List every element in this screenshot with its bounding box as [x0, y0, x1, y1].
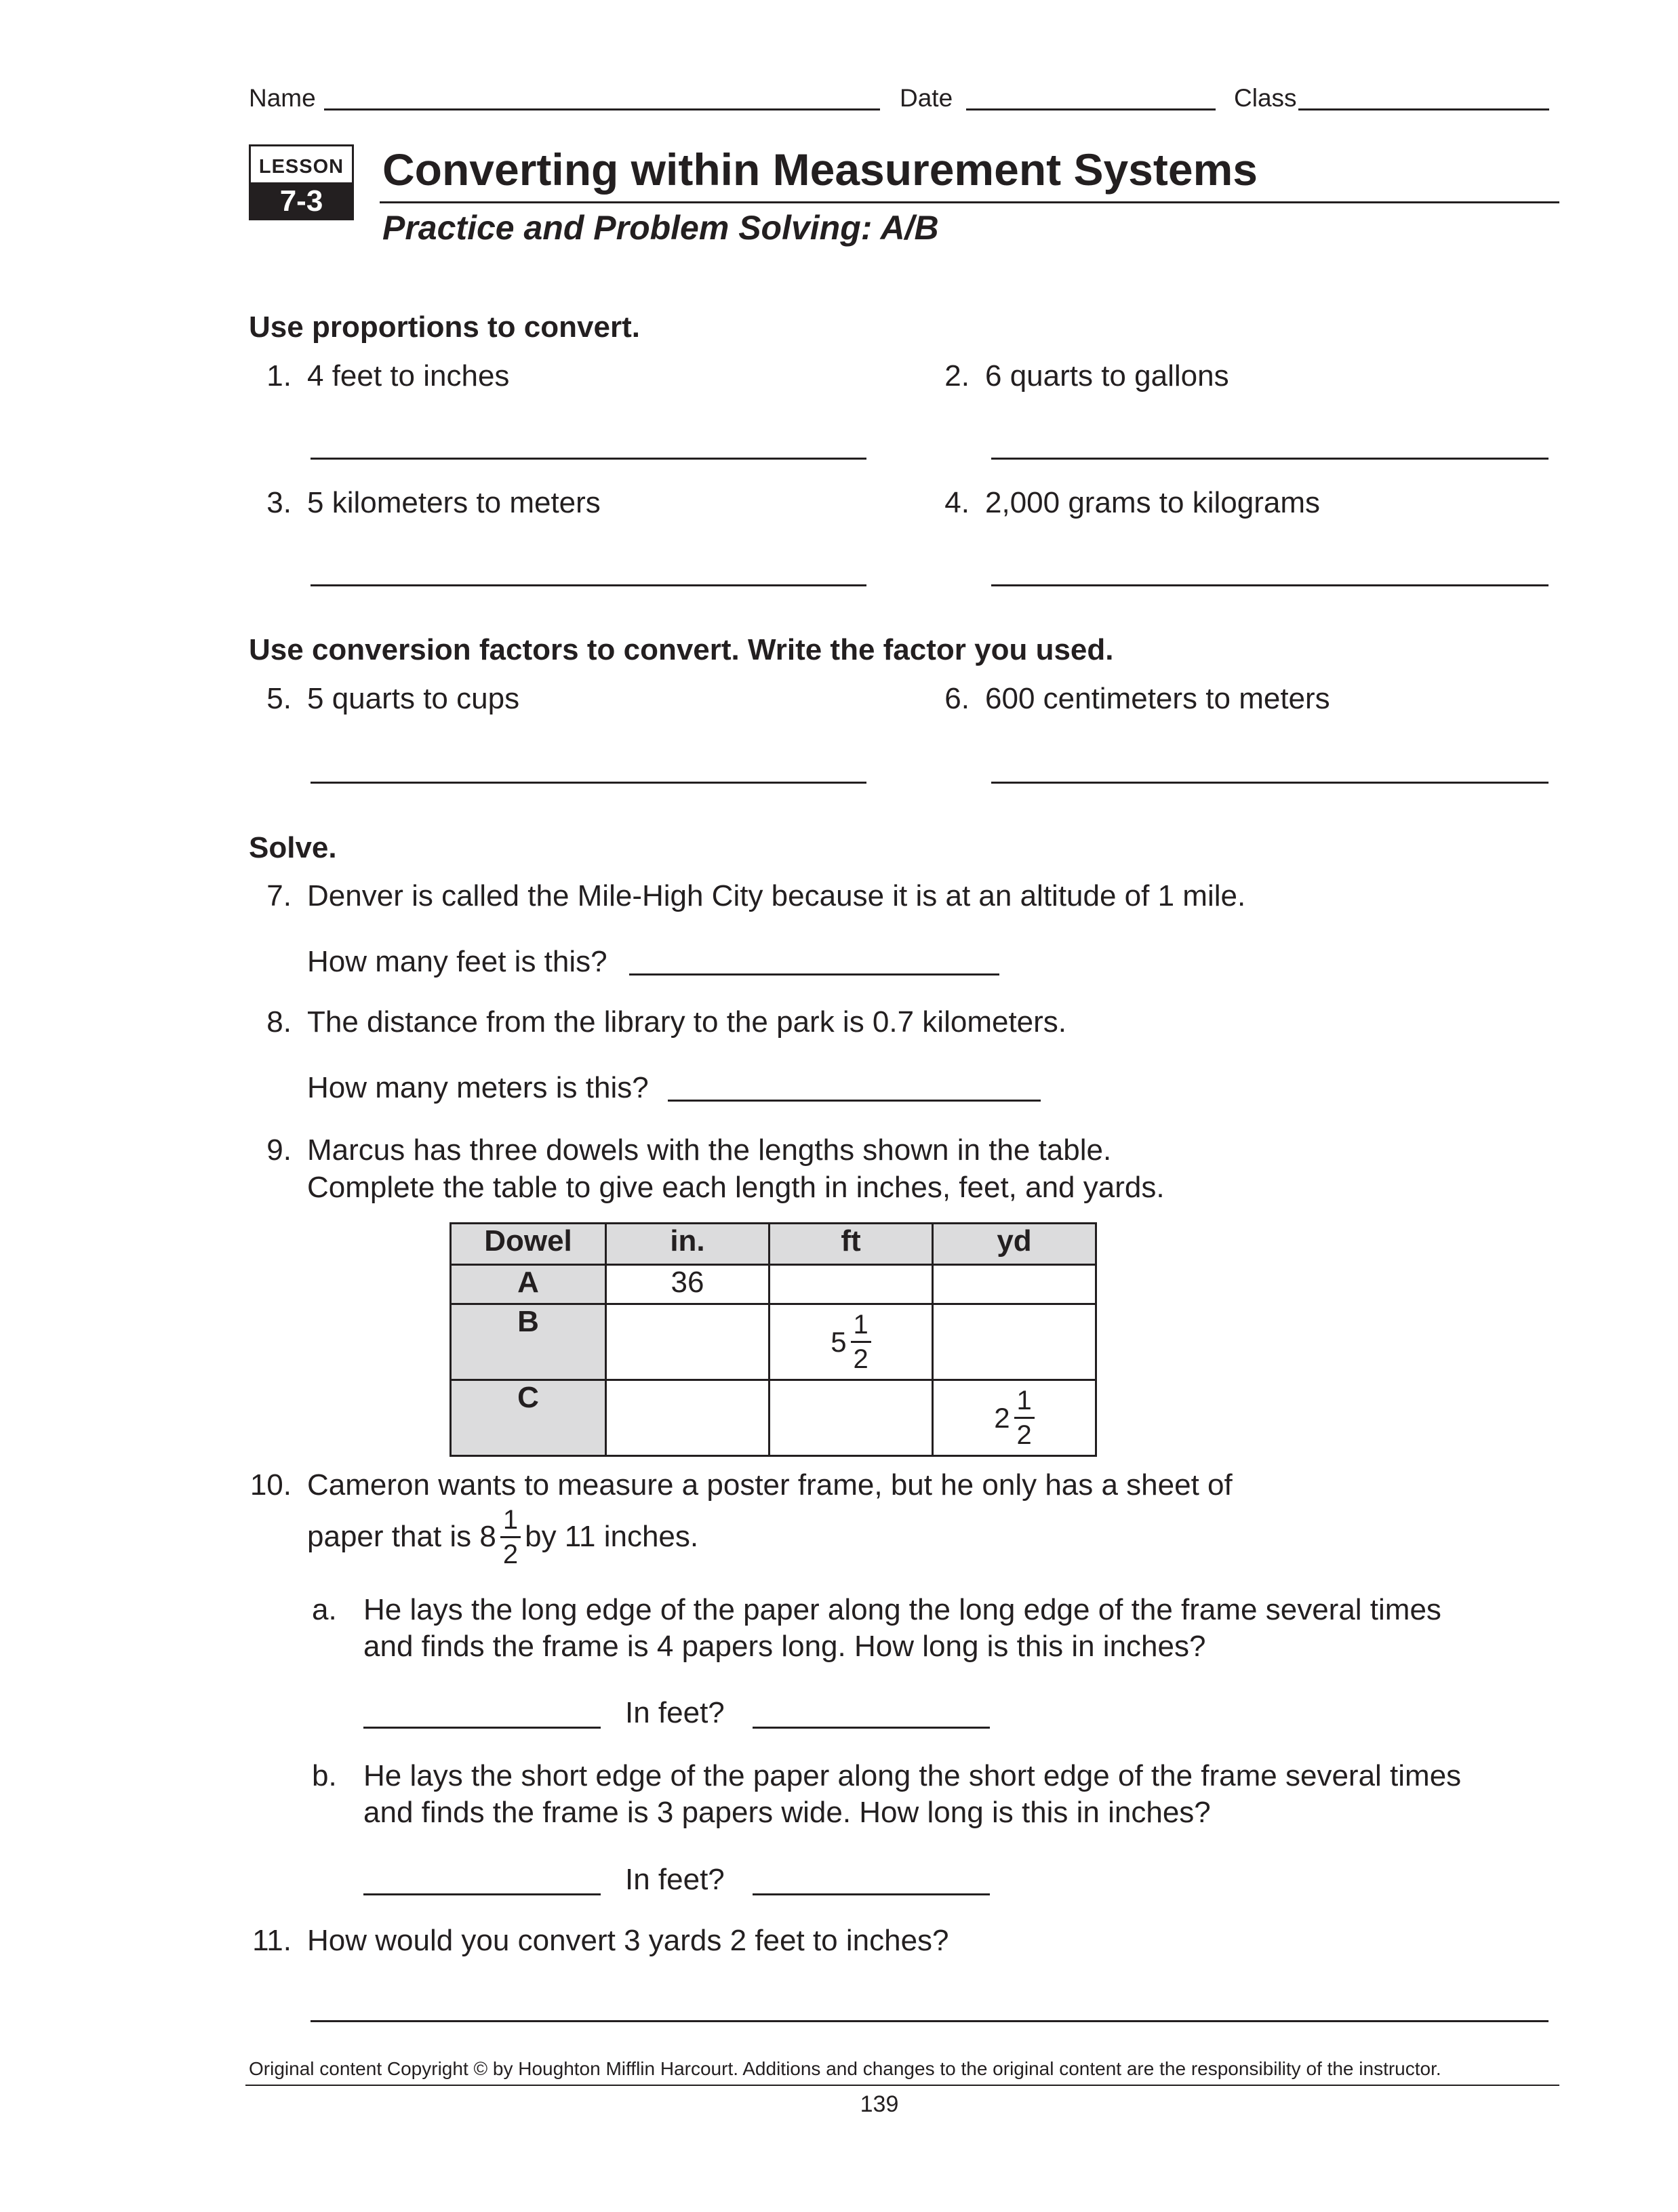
problem-6-text: 600 centimeters to meters [985, 682, 1330, 715]
problem-11-number: 11. [252, 1924, 292, 1957]
problem-4-answer-line[interactable] [991, 584, 1549, 586]
table-cell-a-feet[interactable] [770, 1265, 933, 1304]
table-cell-dowel-b: B [451, 1304, 606, 1380]
problem-10a-inches-answer[interactable] [363, 1727, 601, 1729]
table-row [451, 1265, 1096, 1304]
problem-2-answer-line[interactable] [991, 458, 1549, 460]
problem-10a-label: a. [312, 1593, 337, 1626]
problem-10b-label: b. [312, 1759, 337, 1792]
table-header-feet: ft [770, 1224, 933, 1265]
section-heading-solve: Solve. [249, 831, 337, 864]
table-header-dowel: Dowel [451, 1224, 606, 1265]
fraction [500, 1506, 521, 1568]
table-cell-c-feet[interactable] [770, 1380, 933, 1456]
problem-5-answer-line[interactable] [311, 782, 866, 784]
problem-10b-feet-answer[interactable] [753, 1893, 990, 1895]
problem-8-question: How many meters is this? [307, 1071, 649, 1104]
date-label: Date [900, 84, 953, 112]
whole-part: 2 [994, 1401, 1010, 1434]
table-cell-dowel-c: C [451, 1380, 606, 1456]
denominator: 2 [502, 1540, 519, 1569]
whole-part: 5 [831, 1325, 847, 1358]
problem-10a-feet-answer[interactable] [753, 1727, 990, 1729]
problem-3-number: 3. [266, 486, 292, 519]
problem-9-number: 9. [266, 1133, 292, 1167]
date-field[interactable] [966, 108, 1216, 110]
footer-rule [245, 2085, 1559, 2086]
table-cell-b-yards[interactable] [933, 1304, 1096, 1380]
problem-1-answer-line[interactable] [311, 458, 866, 460]
table-header-yards: yd [933, 1224, 1096, 1265]
problem-11-text: How would you convert 3 yards 2 feet to inches? [307, 1924, 949, 1957]
problem-9-text-line2: Complete the table to give each length in inches, feet, and yards. [307, 1171, 1165, 1204]
mixed-number-b-feet [831, 1311, 871, 1373]
table-header-inches: in. [606, 1224, 770, 1265]
denominator: 2 [1016, 1420, 1032, 1450]
denominator: 2 [853, 1344, 868, 1374]
dowel-table [450, 1222, 1097, 1457]
problem-1-text: 4 feet to inches [307, 359, 510, 393]
table-cell-dowel-a: A [451, 1265, 606, 1304]
table-header-row [451, 1224, 1096, 1265]
problem-5-number: 5. [266, 682, 292, 715]
problem-10-line2-pre: paper that is 8 [307, 1520, 496, 1554]
problem-10-text-line2 [307, 1506, 698, 1568]
problem-10b-line2: and finds the frame is 3 papers wide. How long is this in inches? [363, 1796, 1211, 1829]
table-row [451, 1380, 1096, 1456]
problem-10-line2-post: by 11 inches. [525, 1520, 699, 1554]
name-field[interactable] [324, 108, 880, 110]
copyright-notice: Original content Copyright © by Houghton Mifflin Harcourt. Additions and changes to the original content are the responsibility of the instructor. [249, 2058, 1441, 2079]
table-cell-c-inches[interactable] [606, 1380, 770, 1456]
page-title: Converting within Measurement Systems [382, 144, 1258, 195]
table-cell-a-yards[interactable] [933, 1265, 1096, 1304]
table-cell-b-inches[interactable] [606, 1304, 770, 1380]
problem-6-answer-line[interactable] [991, 782, 1549, 784]
problem-4-text: 2,000 grams to kilograms [985, 486, 1320, 519]
problem-7-answer-line[interactable] [629, 973, 999, 976]
mixed-number-c-yards [994, 1387, 1035, 1449]
problem-3-answer-line[interactable] [311, 584, 866, 586]
problem-10-text-line1: Cameron wants to measure a poster frame, but he only has a sheet of [307, 1468, 1233, 1502]
class-label: Class [1234, 84, 1297, 112]
problem-10b-line1: He lays the short edge of the paper along the short edge of the frame several times [363, 1759, 1462, 1792]
table-cell-b-feet [770, 1304, 933, 1380]
problem-5-text: 5 quarts to cups [307, 682, 520, 715]
problem-2-number: 2. [944, 359, 970, 393]
title-rule [380, 201, 1559, 203]
problem-7-number: 7. [266, 879, 292, 912]
problem-10a-line1: He lays the long edge of the paper along the long edge of the frame several times [363, 1593, 1441, 1626]
name-label: Name [249, 84, 316, 112]
section-heading-factors: Use conversion factors to convert. Write the factor you used. [249, 633, 1114, 666]
problem-4-number: 4. [944, 486, 970, 519]
problem-6-number: 6. [944, 682, 970, 715]
table-row [451, 1304, 1096, 1380]
numerator: 1 [851, 1311, 871, 1343]
problem-7-text: Denver is called the Mile-High City because it is at an altitude of 1 mile. [307, 879, 1246, 912]
class-field[interactable] [1298, 108, 1549, 110]
problem-10a-line2: and finds the frame is 4 papers long. How long is this in inches? [363, 1630, 1206, 1663]
problem-10a-in-feet-label: In feet? [625, 1696, 725, 1729]
page-subtitle: Practice and Problem Solving: A/B [382, 209, 939, 247]
problem-11-answer-line[interactable] [311, 2020, 1549, 2022]
page-number: 139 [860, 2091, 899, 2117]
numerator: 1 [500, 1506, 521, 1538]
lesson-badge-label: LESSON [258, 156, 344, 178]
numerator: 1 [1014, 1387, 1035, 1419]
lesson-badge [249, 144, 354, 220]
problem-8-answer-line[interactable] [668, 1100, 1041, 1102]
table-cell-a-inches: 36 [606, 1265, 770, 1304]
problem-8-text: The distance from the library to the park is 0.7 kilometers. [307, 1005, 1067, 1039]
lesson-number: 7-3 [249, 182, 354, 220]
problem-10b-in-feet-label: In feet? [625, 1863, 725, 1896]
problem-10-number: 10. [249, 1468, 292, 1502]
problem-8-number: 8. [266, 1005, 292, 1039]
fraction [1014, 1387, 1035, 1449]
problem-9-text-line1: Marcus has three dowels with the lengths shown in the table. [307, 1133, 1112, 1167]
section-heading-proportions: Use proportions to convert. [249, 310, 640, 344]
problem-7-question: How many feet is this? [307, 945, 607, 978]
table-cell-c-yards [933, 1380, 1096, 1456]
problem-1-number: 1. [266, 359, 292, 393]
problem-10b-inches-answer[interactable] [363, 1893, 601, 1895]
problem-3-text: 5 kilometers to meters [307, 486, 601, 519]
fraction [851, 1311, 871, 1373]
problem-2-text: 6 quarts to gallons [985, 359, 1229, 393]
